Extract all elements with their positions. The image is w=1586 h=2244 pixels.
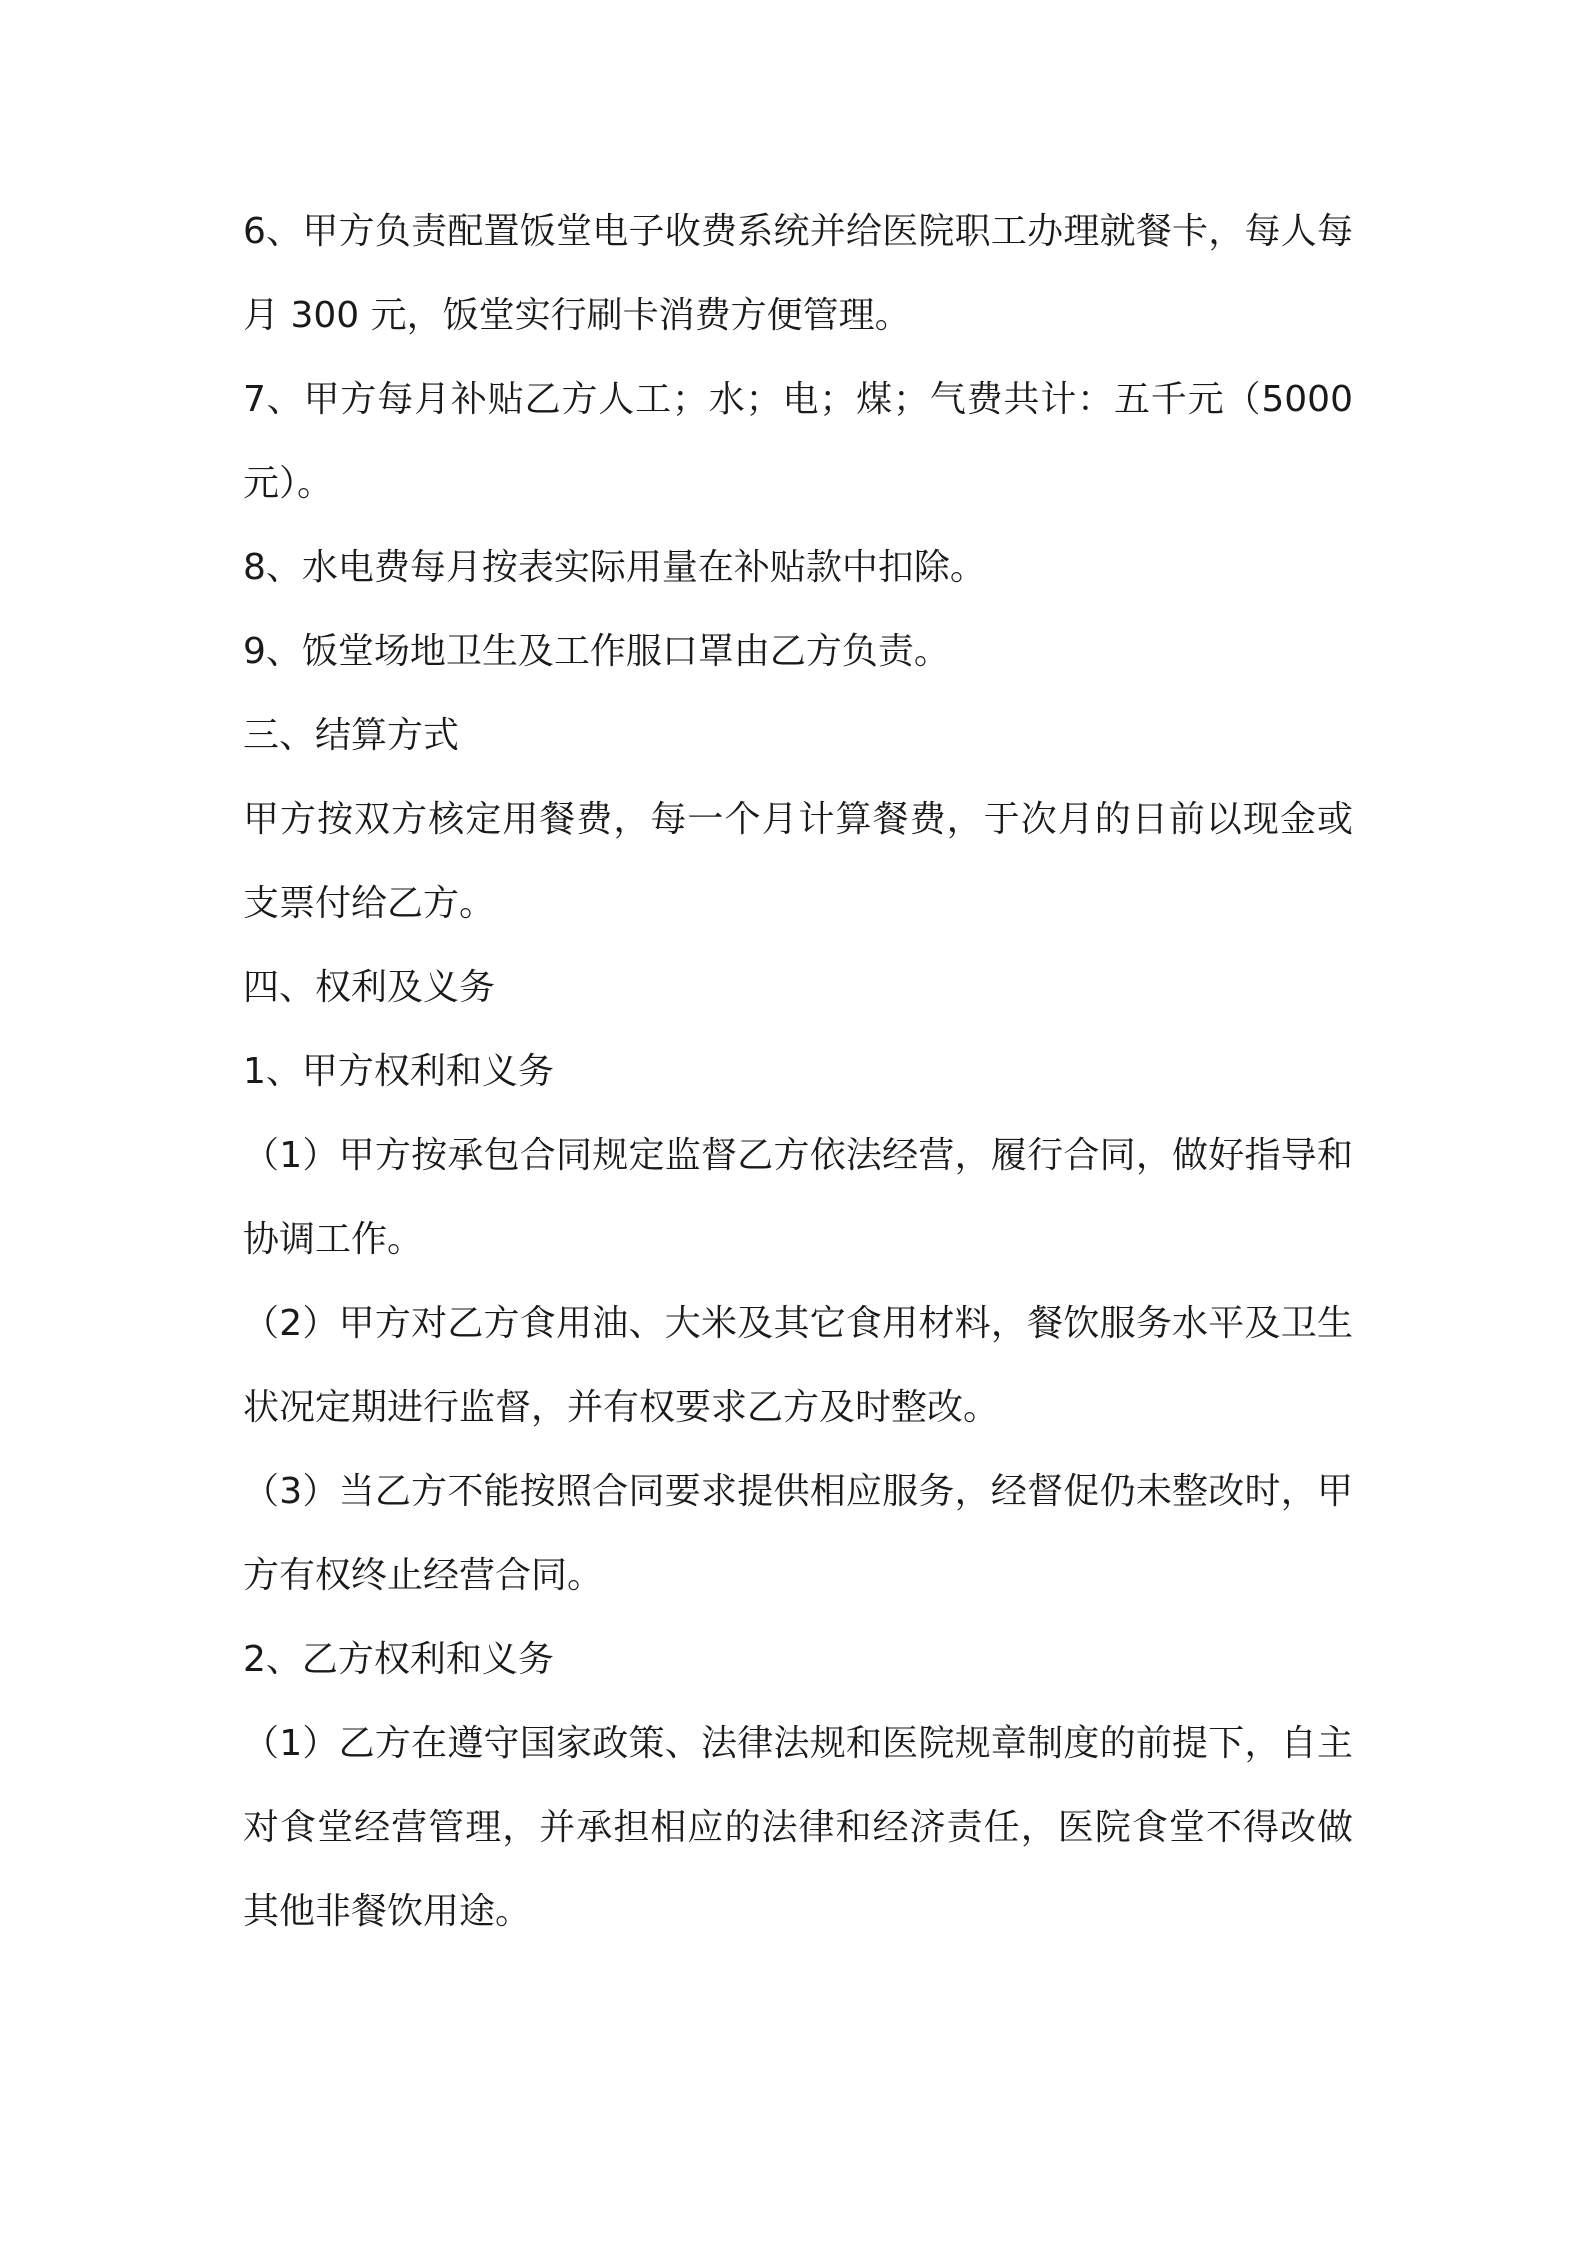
- settlement-text: 甲方按双方核定用餐费，每一个月计算餐费，于次月的日前以现金或支票付给乙方。: [243, 799, 1353, 924]
- party-a-item-2: （2）甲方对乙方食用油、大米及其它食用材料，餐饮服务水平及卫生状况定期进行监督，并有权要求乙方及时整改。: [243, 1303, 1353, 1428]
- section-heading-rights-obligations: 四、权利及义务: [243, 967, 496, 1008]
- paragraph-item-9: 9、饭堂场地卫生及工作服口罩由乙方负责。: [243, 631, 950, 672]
- subheading-party-b: 2、乙方权利和义务: [243, 1639, 554, 1680]
- party-a-item-1: （1）甲方按承包合同规定监督乙方依法经营，履行合同，做好指导和协调工作。: [243, 1135, 1353, 1260]
- section-heading-settlement: 三、结算方式: [243, 715, 460, 756]
- document-body: [243, 190, 1353, 1954]
- party-b-item-1: （1）乙方在遵守国家政策、法律法规和医院规章制度的前提下，自主对食堂经营管理，并承担相应的法律和经济责任，医院食堂不得改做其他非餐饮用途。: [243, 1723, 1353, 1932]
- party-a-item-3: （3）当乙方不能按照合同要求提供相应服务，经督促仍未整改时，甲方有权终止经营合同。: [243, 1471, 1353, 1596]
- paragraph-item-8: 8、水电费每月按表实际用量在补贴款中扣除。: [243, 547, 986, 588]
- paragraph-item-6: 6、甲方负责配置饭堂电子收费系统并给医院职工办理就餐卡，每人每月 300 元，饭堂实行刷卡消费方便管理。: [243, 211, 1353, 336]
- paragraph-item-7: 7、甲方每月补贴乙方人工；水；电；煤；气费共计：五千元（5000元）。: [243, 379, 1353, 504]
- subheading-party-a: 1、甲方权利和义务: [243, 1051, 554, 1092]
